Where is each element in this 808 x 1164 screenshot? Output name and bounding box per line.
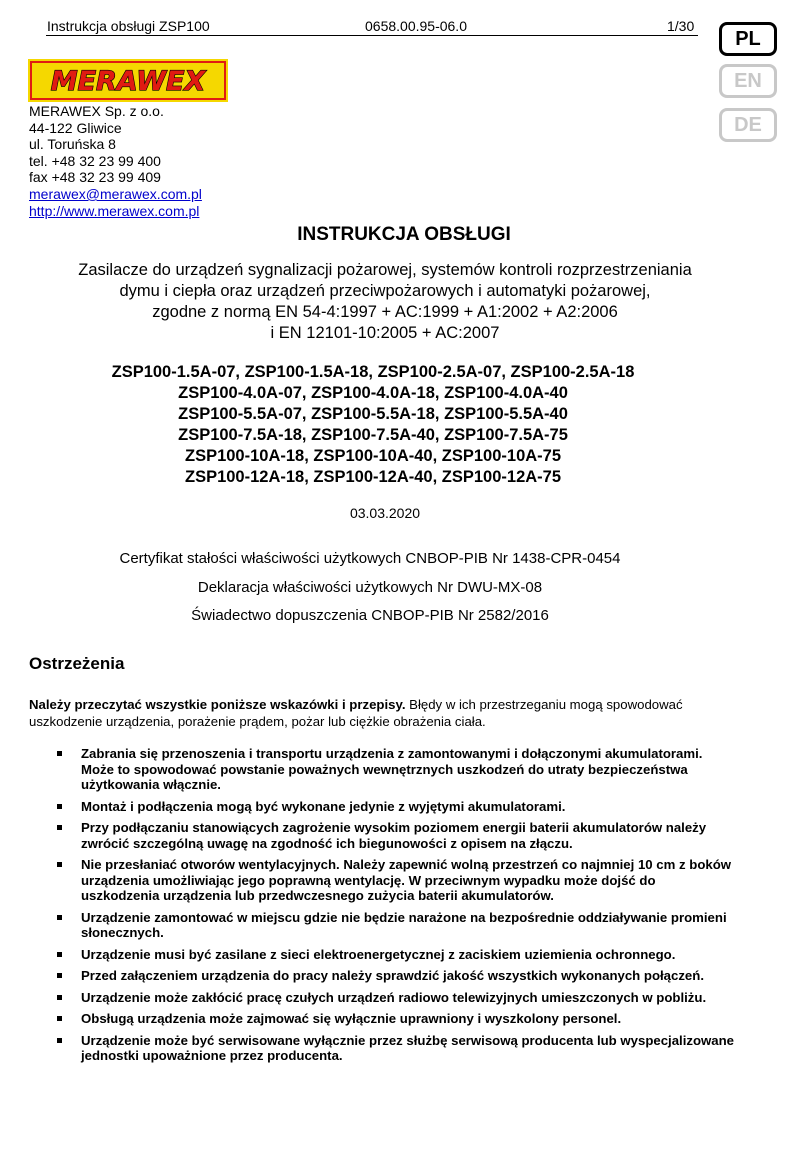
list-item xyxy=(55,1011,735,1027)
lang-tab-de[interactable]: DE xyxy=(719,108,777,142)
page-title: INSTRUKCJA OBSŁUGI xyxy=(297,224,511,245)
company-tel: tel. +48 32 23 99 400 xyxy=(29,152,161,169)
logo-text: MERAWEX xyxy=(50,66,206,97)
list-item-text: Montaż i podłączenia mogą być wykonane jedynie z wyjętymi akumulatorami. xyxy=(81,798,566,814)
model-line: ZSP100-4.0A-07, ZSP100-4.0A-18, ZSP100-4.0A-40 xyxy=(178,384,568,402)
subtitle-line: i EN 12101-10:2005 + AC:2007 xyxy=(270,324,500,342)
list-item-text: Obsługą urządzenia może zajmować się wyłącznie uprawniony i wyszkolony personel. xyxy=(81,1011,622,1026)
list-item-text: Urządzenie może być serwisowane wyłącznie przez służbę serwisową producenta lub wyspecjalizowane jednostki upoważnione przez producenta. xyxy=(81,1032,734,1063)
document-date: 03.03.2020 xyxy=(349,505,421,521)
model-line: ZSP100-12A-18, ZSP100-12A-40, ZSP100-12A-75 xyxy=(184,468,562,486)
company-website-link[interactable]: http://www.merawex.com.pl xyxy=(29,202,200,219)
certificate-line: Certyfikat stałości właściwości użytkowych CNBOP-PIB Nr 1438-CPR-0454 xyxy=(119,550,621,567)
subtitle-line: dymu i ciepła oraz urządzeń przeciwpożarowych i automatyki pożarowej, xyxy=(119,282,651,300)
bullet-icon xyxy=(57,1016,62,1021)
list-item-text: Urządzenie musi być zasilane z sieci elektroenergetycznej z zaciskiem uziemienia ochronnego. xyxy=(81,946,676,962)
model-line: ZSP100-1.5A-07, ZSP100-1.5A-18, ZSP100-2.5A-07, ZSP100-2.5A-18 xyxy=(111,363,635,381)
subtitle xyxy=(0,260,770,344)
list-item xyxy=(55,947,735,963)
warnings-list xyxy=(55,746,735,1070)
company-email-link[interactable]: merawex@merawex.com.pl xyxy=(29,185,202,202)
list-item-text: Urządzenie może zakłócić pracę czułych urządzeń radiowo telewizyjnych umieszczonych w pobliżu. xyxy=(81,989,707,1005)
lang-tab-en[interactable]: EN xyxy=(719,64,777,98)
bullet-icon xyxy=(57,995,62,1000)
list-item xyxy=(55,857,735,904)
doc-title: Instrukcja obsługi ZSP100 xyxy=(47,18,210,34)
warnings-heading: Ostrzeżenia xyxy=(29,654,125,673)
list-item xyxy=(55,799,735,815)
company-info xyxy=(29,103,202,219)
list-item xyxy=(55,746,735,793)
list-item xyxy=(55,1033,735,1064)
header-divider xyxy=(46,35,698,36)
bullet-icon xyxy=(57,952,62,957)
bullet-icon xyxy=(57,973,62,978)
bullet-icon xyxy=(57,862,62,867)
model-line: ZSP100-10A-18, ZSP100-10A-40, ZSP100-10A-75 xyxy=(184,447,562,465)
list-item-text: Zabrania się przenoszenia i transportu urządzenia z zamontowanymi i dołączonymi akumulatorami. Może to spowodować powstanie poważnych wewnętrznych uszkodzeń do utraty bezpieczeństwa użytkowania włącznie. xyxy=(81,746,703,792)
subtitle-line: zgodne z normą EN 54-4:1997 + AC:1999 + A1:2002 + A2:2006 xyxy=(152,303,618,321)
company-name: MERAWEX Sp. z o.o. xyxy=(29,103,164,119)
bullet-icon xyxy=(57,804,62,809)
list-item-text: Urządzenie zamontować w miejscu gdzie nie będzie narażone na bezpośrednie oddziaływanie promieni słonecznych. xyxy=(81,909,727,940)
model-line: ZSP100-5.5A-07, ZSP100-5.5A-18, ZSP100-5.5A-40 xyxy=(178,405,568,423)
list-item-text: Nie przesłaniać otworów wentylacyjnych. Należy zapewnić wolną przestrzeń co najmniej 10 cm z boków urządzenia umożliwiając jego poprawną wentylację. W przeciwnym wypadku może dojść do uszkodzenia urządzenia lub przedwczesnego zużycia baterii akumulatorów. xyxy=(81,857,732,903)
list-item-text: Przed załączeniem urządzenia do pracy należy sprawdzić jakość wszystkich wykonanych połączeń. xyxy=(81,968,704,983)
list-item xyxy=(55,990,735,1006)
lang-tab-pl[interactable]: PL xyxy=(719,22,777,56)
subtitle-line: Zasilacze do urządzeń sygnalizacji pożarowej, systemów kontroli rozprzestrzeniania xyxy=(78,261,692,279)
list-item xyxy=(55,968,735,984)
approval-line: Świadectwo dopuszczenia CNBOP-PIB Nr 2582/2016 xyxy=(191,607,549,624)
company-street: ul. Toruńska 8 xyxy=(29,136,116,153)
list-item xyxy=(55,910,735,941)
bullet-icon xyxy=(57,751,62,756)
warnings-intro-bold: Należy przeczytać wszystkie poniższe wskazówki i przepisy. xyxy=(29,697,406,712)
bullet-icon xyxy=(57,915,62,920)
model-list xyxy=(0,362,746,488)
list-item-text: Przy podłączaniu stanowiących zagrożenie wysokim poziomem energii baterii akumulatorów należy zwrócić szczególną uwagę na zgodność ich biegunowości z opisem na złączu. xyxy=(81,820,707,851)
warnings-intro-rest: Błędy w ich przestrzeganiu mogą spowodować uszkodzenie urządzenia, porażenie prądem, pożar lub ciężkie obrażenia ciała. xyxy=(29,697,683,729)
model-line: ZSP100-7.5A-18, ZSP100-7.5A-40, ZSP100-7.5A-75 xyxy=(178,426,568,444)
page-number: 1/30 xyxy=(667,18,695,34)
declaration-line: Deklaracja właściwości użytkowych Nr DWU-MX-08 xyxy=(197,579,543,596)
list-item xyxy=(55,820,735,851)
bullet-icon xyxy=(57,825,62,830)
company-fax: fax +48 32 23 99 409 xyxy=(29,169,161,186)
merawex-logo xyxy=(28,59,228,102)
warnings-intro xyxy=(29,696,729,730)
company-postal: 44-122 Gliwice xyxy=(29,119,122,136)
bullet-icon xyxy=(57,1038,62,1043)
doc-code: 0658.00.95-06.0 xyxy=(365,18,467,34)
